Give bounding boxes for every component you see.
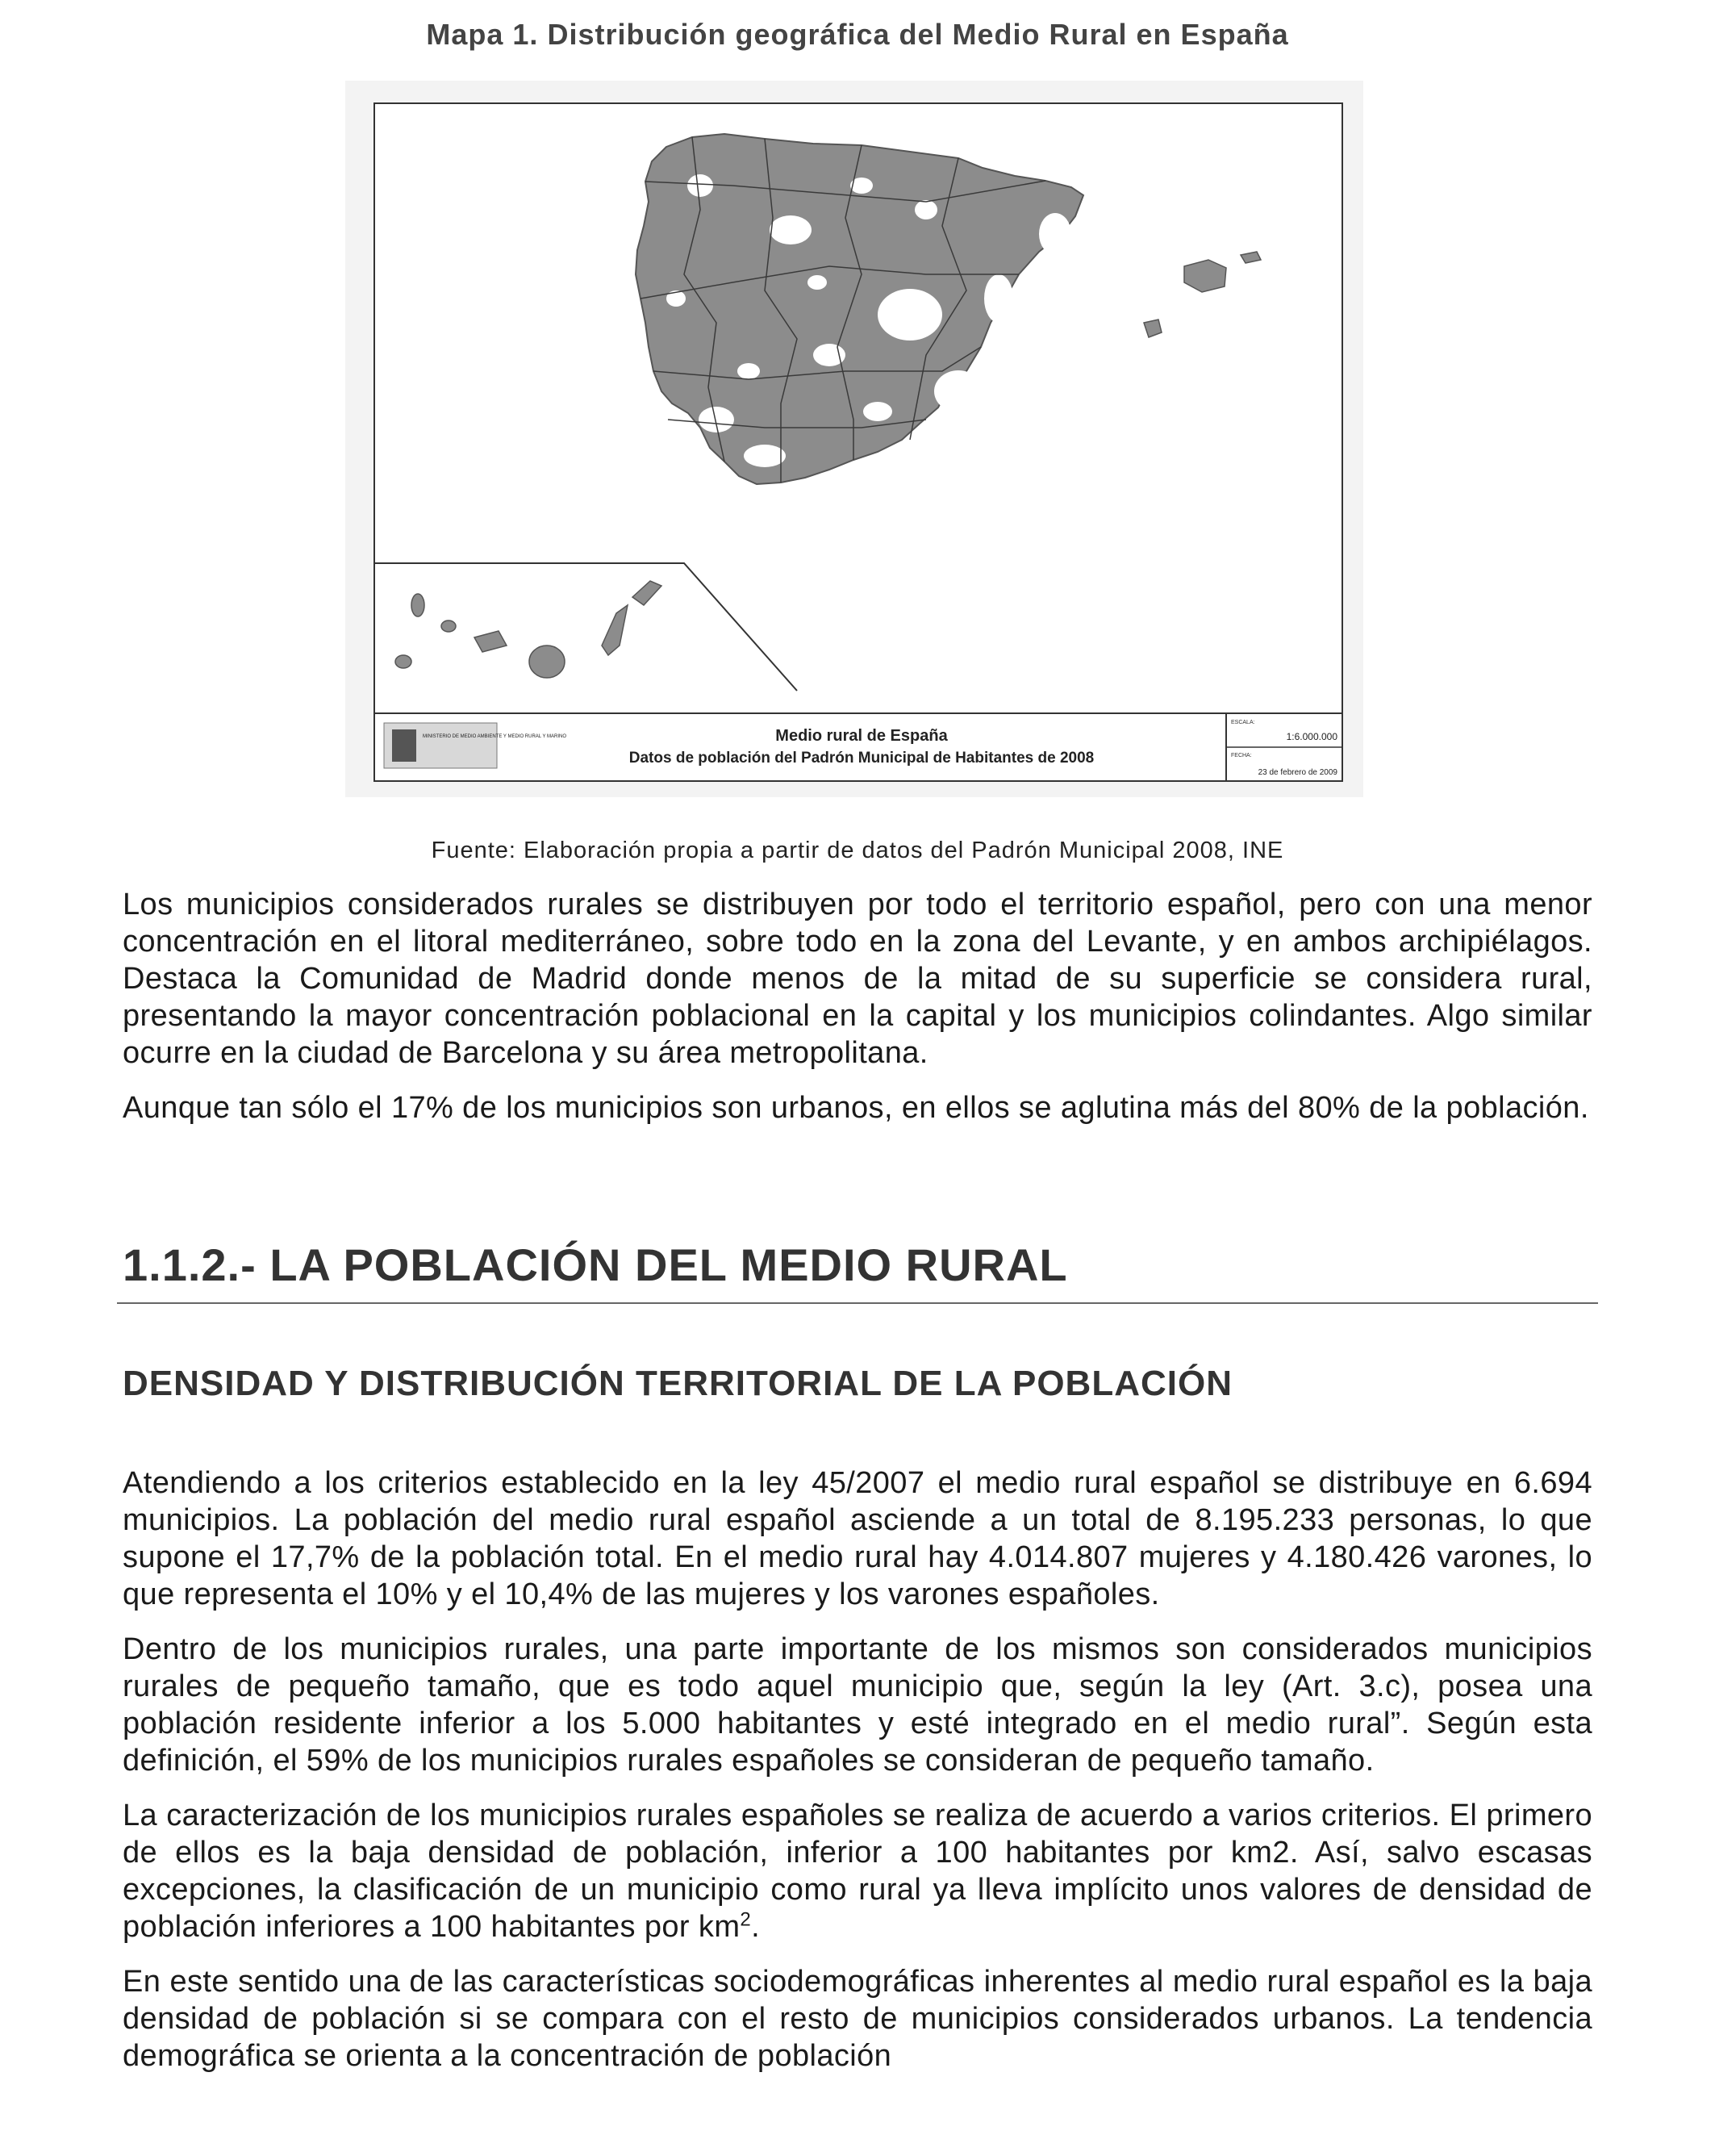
section-divider bbox=[117, 1302, 1598, 1304]
date-value: 23 de febrero de 2009 bbox=[1258, 768, 1337, 777]
density-superscript: 2 bbox=[740, 1908, 752, 1931]
scale-label: ESCALA: bbox=[1231, 720, 1255, 725]
map-figure bbox=[345, 81, 1363, 797]
coat-of-arms-icon bbox=[392, 729, 416, 762]
density-end: . bbox=[751, 1910, 761, 1944]
paragraph-rural-municipalities: Atendiendo a los criterios establecido en la ley 45/2007 el medio rural español se distribuye en 6.694 municipios. La población del medio rural español asciende a un total de 8.195.233 personas, lo que supone el 17,7% de la población total. En el medio rural hay 4.014.807 mujeres y 4.180.426 varones, lo que representa el 10% y el 10,4% de las mujeres y los varones españoles. bbox=[123, 1466, 1592, 1611]
legend-title: Medio rural de España bbox=[775, 727, 948, 745]
paragraph-low-density: En este sentido una de las características sociodemográficas inherentes al medio rural español es la baja densidad de población si se compara con el resto de municipios considerados urbanos. La tendencia demográfica se orienta a la concentración de población bbox=[123, 1965, 1592, 2073]
paragraph-small-municipalities: Dentro de los municipios rurales, una parte importante de los mismos son considerados municipios rurales de pequeño tamaño, que es todo aquel municipio que, según la ley (Art. 3.c), posea una población residente inferior a los 5.000 habitantes y esté integrado en el medio rural”. Según esta definición, el 59% de los municipios rurales españoles se consideran de pequeño tamaño. bbox=[123, 1632, 1592, 1778]
figure-source: Fuente: Elaboración propia a partir de datos del Padrón Municipal 2008, INE bbox=[431, 838, 1284, 863]
paragraph-density-criteria bbox=[123, 1797, 1592, 1945]
intro-paragraphs bbox=[123, 886, 1592, 1126]
legend-box bbox=[374, 713, 1342, 781]
ministry-logo-text: MINISTERIO DE MEDIO AMBIENTE Y MEDIO RURAL Y MARINO bbox=[423, 734, 567, 739]
scale-value: 1:6.000.000 bbox=[1286, 731, 1337, 742]
date-label: FECHA: bbox=[1231, 753, 1252, 758]
density-text: La caracterización de los municipios rurales españoles se realiza de acuerdo a varios criterios. El primero de ellos es la baja densidad de población, inferior a 100 habitantes por km2. Así, salvo escasas excepciones, la clasificación de un municipio como rural ya lleva implícito unos valores de densidad de población inferiores a 100 habitantes por km bbox=[123, 1799, 1592, 1944]
map-title: Mapa 1. Distribución geográfica del Medio Rural en España bbox=[426, 18, 1289, 51]
section-heading: 1.1.2.- LA POBLACIÓN DEL MEDIO RURAL bbox=[123, 1239, 1068, 1290]
subsection-heading: DENSIDAD Y DISTRIBUCIÓN TERRITORIAL DE LA POBLACIÓN bbox=[123, 1364, 1233, 1403]
paragraph-urban-share: Aunque tan sólo el 17% de los municipios son urbanos, en ellos se aglutina más del 80% de la población. bbox=[123, 1091, 1589, 1125]
paragraph-distribution: Los municipios considerados rurales se distribuyen por todo el territorio español, pero con una menor concentración en el litoral mediterráneo, sobre todo en la zona del Levante, y en ambos archipiélagos. Destaca la Comunidad de Madrid donde menos de la mitad de su superficie se considera rural, presentando la mayor concentración poblacional en la capital y los municipios colindantes. Algo similar ocurre en la ciudad de Barcelona y su área metropolitana. bbox=[123, 888, 1592, 1070]
main-paragraphs bbox=[123, 1464, 1592, 2075]
legend-subtitle: Datos de población del Padrón Municipal de Habitantes de 2008 bbox=[628, 750, 1095, 767]
spain-rural-map bbox=[345, 81, 1363, 797]
